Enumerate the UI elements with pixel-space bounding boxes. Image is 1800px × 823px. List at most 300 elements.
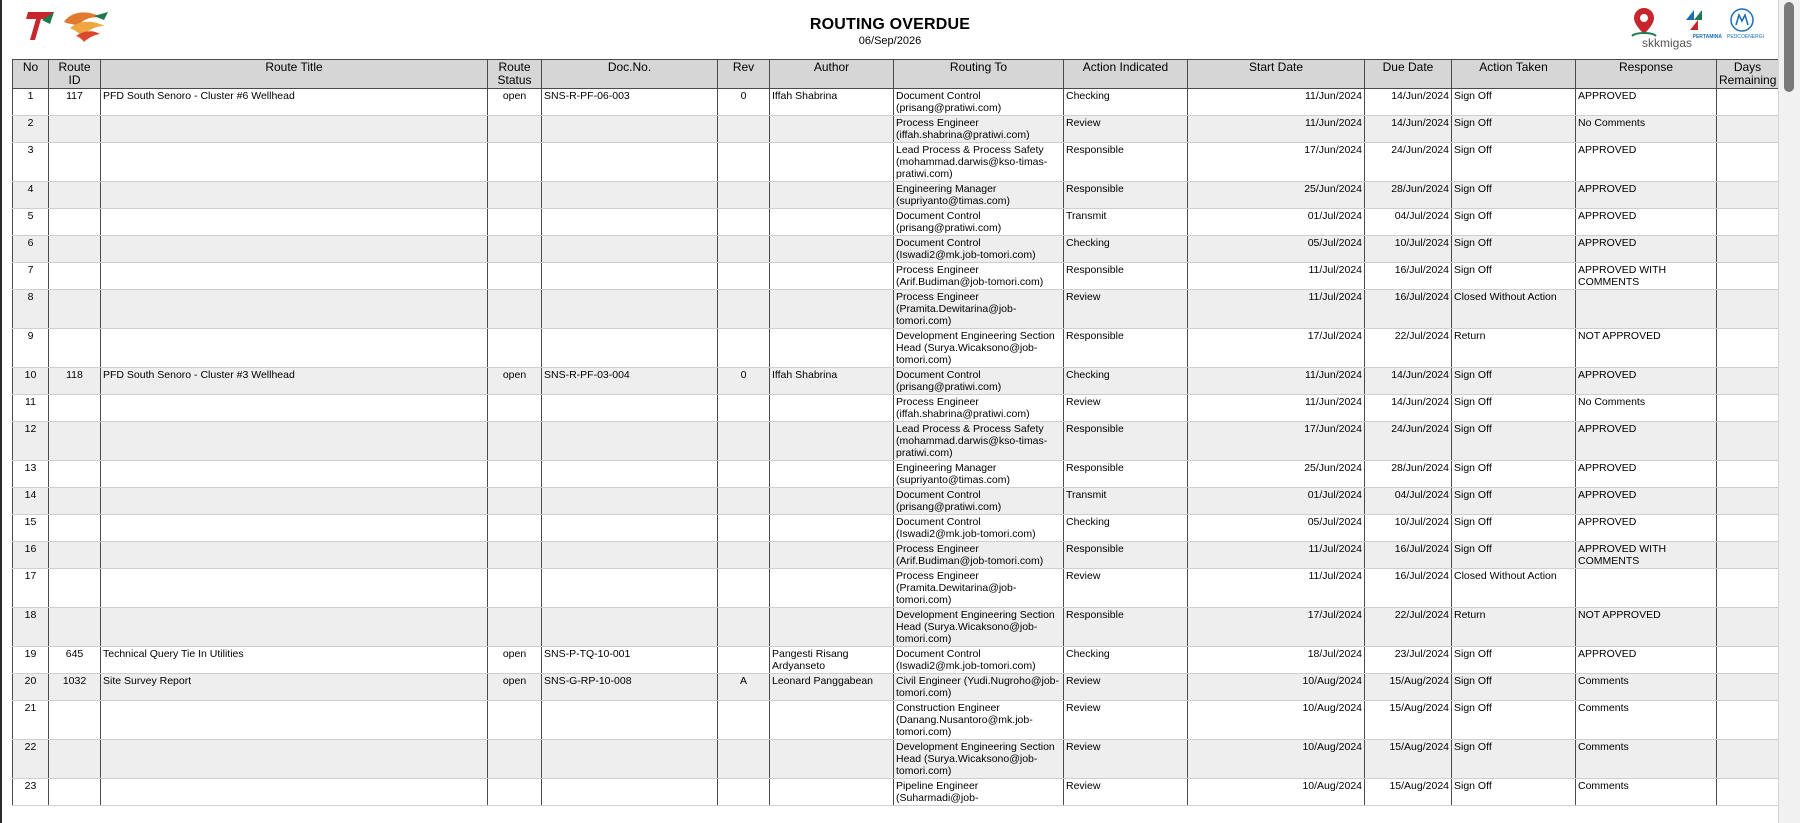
cell-days-remaining <box>1717 116 1779 143</box>
cell-routing-to: Process Engineer (iffah.shabrina@pratiwi.com) <box>894 395 1064 422</box>
cell-days-remaining <box>1717 779 1779 806</box>
col-header-route-title: Route Title <box>101 60 488 89</box>
cell-route-status <box>488 236 542 263</box>
cell-rev <box>718 395 770 422</box>
cell-action-taken: Sign Off <box>1452 542 1576 569</box>
cell-no: 1 <box>13 89 49 116</box>
cell-action-indicated: Checking <box>1064 368 1188 395</box>
cell-author <box>770 182 894 209</box>
cell-route-id <box>49 488 101 515</box>
cell-author <box>770 116 894 143</box>
cell-action-indicated: Review <box>1064 779 1188 806</box>
cell-routing-to: Document Control (prisang@pratiwi.com) <box>894 209 1064 236</box>
cell-doc-no <box>542 515 718 542</box>
cell-routing-to: Document Control (Iswadi2@mk.job-tomori.com) <box>894 236 1064 263</box>
cell-route-status <box>488 779 542 806</box>
cell-response: No Comments <box>1576 395 1717 422</box>
cell-action-taken: Sign Off <box>1452 488 1576 515</box>
cell-route-status <box>488 608 542 647</box>
cell-author <box>770 779 894 806</box>
cell-route-title <box>101 395 488 422</box>
cell-no: 22 <box>13 740 49 779</box>
cell-author <box>770 515 894 542</box>
cell-start-date: 11/Jun/2024 <box>1188 368 1365 395</box>
cell-author: Iffah Shabrina <box>770 89 894 116</box>
cell-route-title: PFD South Senoro - Cluster #3 Wellhead <box>101 368 488 395</box>
cell-route-id <box>49 209 101 236</box>
cell-no: 2 <box>13 116 49 143</box>
cell-start-date: 11/Jun/2024 <box>1188 395 1365 422</box>
cell-route-title: Site Survey Report <box>101 674 488 701</box>
cell-route-title <box>101 461 488 488</box>
cell-response: APPROVED <box>1576 143 1717 182</box>
cell-days-remaining <box>1717 263 1779 290</box>
cell-response: Comments <box>1576 674 1717 701</box>
cell-rev <box>718 143 770 182</box>
report-date: 06/Sep/2026 <box>858 35 922 47</box>
cell-due-date: 14/Jun/2024 <box>1365 89 1452 116</box>
cell-route-title <box>101 608 488 647</box>
cell-action-indicated: Responsible <box>1064 542 1188 569</box>
cell-days-remaining <box>1717 608 1779 647</box>
cell-doc-no <box>542 779 718 806</box>
cell-response: NOT APPROVED <box>1576 608 1717 647</box>
cell-due-date: 16/Jul/2024 <box>1365 542 1452 569</box>
cell-due-date: 16/Jul/2024 <box>1365 569 1452 608</box>
cell-action-taken: Sign Off <box>1452 422 1576 461</box>
cell-route-id <box>49 143 101 182</box>
cell-routing-to: Civil Engineer (Yudi.Nugroho@job-tomori.com) <box>894 674 1064 701</box>
cell-route-status <box>488 143 542 182</box>
cell-doc-no <box>542 395 718 422</box>
cell-route-id <box>49 779 101 806</box>
cell-action-taken: Sign Off <box>1452 143 1576 182</box>
cell-route-id <box>49 608 101 647</box>
cell-routing-to: Development Engineering Section Head (Surya.Wicaksono@job-tomori.com) <box>894 608 1064 647</box>
report-title: ROUTING OVERDUE <box>809 16 971 33</box>
cell-routing-to: Engineering Manager (supriyanto@timas.com) <box>894 461 1064 488</box>
cell-start-date: 17/Jun/2024 <box>1188 143 1365 182</box>
cell-response: APPROVED <box>1576 515 1717 542</box>
cell-route-status <box>488 701 542 740</box>
cell-rev <box>718 236 770 263</box>
cell-response: APPROVED <box>1576 89 1717 116</box>
table-row[interactable] <box>13 608 1779 647</box>
col-header-response: Response <box>1576 60 1717 89</box>
cell-days-remaining <box>1717 542 1779 569</box>
cell-start-date: 18/Jul/2024 <box>1188 647 1365 674</box>
table-row[interactable] <box>13 740 1779 779</box>
cell-start-date: 01/Jul/2024 <box>1188 209 1365 236</box>
cell-doc-no: SNS-P-TQ-10-001 <box>542 647 718 674</box>
cell-route-status <box>488 116 542 143</box>
cell-action-taken: Sign Off <box>1452 116 1576 143</box>
table-row[interactable] <box>13 329 1779 368</box>
table-row[interactable] <box>13 461 1779 488</box>
cell-response: Comments <box>1576 701 1717 740</box>
cell-no: 18 <box>13 608 49 647</box>
table-row[interactable] <box>13 116 1779 143</box>
cell-action-taken: Sign Off <box>1452 368 1576 395</box>
cell-rev <box>718 209 770 236</box>
cell-routing-to: Development Engineering Section Head (Surya.Wicaksono@job-tomori.com) <box>894 329 1064 368</box>
cell-start-date: 11/Jul/2024 <box>1188 290 1365 329</box>
cell-response <box>1576 569 1717 608</box>
cell-action-indicated: Checking <box>1064 89 1188 116</box>
cell-response: APPROVED <box>1576 422 1717 461</box>
cell-response: Comments <box>1576 779 1717 806</box>
col-header-author: Author <box>770 60 894 89</box>
cell-routing-to: Process Engineer (Arif.Budiman@job-tomori.com) <box>894 263 1064 290</box>
cell-route-status: open <box>488 89 542 116</box>
cell-days-remaining <box>1717 182 1779 209</box>
cell-action-taken: Sign Off <box>1452 395 1576 422</box>
cell-route-status <box>488 290 542 329</box>
cell-due-date: 16/Jul/2024 <box>1365 263 1452 290</box>
cell-author: Pangesti Risang Ardyanseto <box>770 647 894 674</box>
report-header <box>2 0 1778 58</box>
cell-route-title <box>101 209 488 236</box>
cell-author <box>770 569 894 608</box>
cell-author <box>770 236 894 263</box>
vertical-scrollbar[interactable] <box>1778 0 1800 823</box>
cell-days-remaining <box>1717 674 1779 701</box>
cell-route-title <box>101 515 488 542</box>
cell-rev <box>718 647 770 674</box>
cell-route-id <box>49 542 101 569</box>
cell-response: APPROVED <box>1576 236 1717 263</box>
pedco-wordmark: PEDCOENERGI <box>1727 34 1764 40</box>
cell-route-title <box>101 542 488 569</box>
cell-route-title <box>101 236 488 263</box>
cell-start-date: 10/Aug/2024 <box>1188 701 1365 740</box>
cell-days-remaining <box>1717 329 1779 368</box>
cell-rev <box>718 569 770 608</box>
col-header-due-date: Due Date <box>1365 60 1452 89</box>
cell-action-taken: Sign Off <box>1452 182 1576 209</box>
cell-author: Iffah Shabrina <box>770 368 894 395</box>
cell-author <box>770 263 894 290</box>
cell-due-date: 15/Aug/2024 <box>1365 674 1452 701</box>
table-body <box>13 89 1779 806</box>
cell-response: NOT APPROVED <box>1576 329 1717 368</box>
cell-route-title <box>101 701 488 740</box>
cell-action-taken: Sign Off <box>1452 263 1576 290</box>
cell-due-date: 14/Jun/2024 <box>1365 116 1452 143</box>
cell-days-remaining <box>1717 368 1779 395</box>
table-row[interactable] <box>13 89 1779 116</box>
cell-rev <box>718 701 770 740</box>
cell-route-id: 645 <box>49 647 101 674</box>
table-row[interactable] <box>13 515 1779 542</box>
cell-route-title: PFD South Senoro - Cluster #6 Wellhead <box>101 89 488 116</box>
cell-author <box>770 740 894 779</box>
cell-action-taken: Closed Without Action <box>1452 569 1576 608</box>
cell-response: APPROVED <box>1576 209 1717 236</box>
cell-route-title <box>101 569 488 608</box>
cell-route-status <box>488 422 542 461</box>
cell-author <box>770 422 894 461</box>
cell-doc-no <box>542 701 718 740</box>
cell-response: APPROVED <box>1576 182 1717 209</box>
cell-days-remaining <box>1717 290 1779 329</box>
cell-response: No Comments <box>1576 116 1717 143</box>
cell-rev <box>718 182 770 209</box>
cell-rev <box>718 740 770 779</box>
cell-due-date: 24/Jun/2024 <box>1365 422 1452 461</box>
cell-due-date: 24/Jun/2024 <box>1365 143 1452 182</box>
cell-routing-to: Document Control (prisang@pratiwi.com) <box>894 89 1064 116</box>
cell-route-status <box>488 515 542 542</box>
cell-route-status <box>488 182 542 209</box>
cell-route-status: open <box>488 368 542 395</box>
cell-rev <box>718 116 770 143</box>
cell-doc-no <box>542 209 718 236</box>
cell-route-id: 118 <box>49 368 101 395</box>
cell-no: 12 <box>13 422 49 461</box>
cell-routing-to: Development Engineering Section Head (Surya.Wicaksono@job-tomori.com) <box>894 740 1064 779</box>
cell-action-taken: Return <box>1452 608 1576 647</box>
cell-action-indicated: Checking <box>1064 236 1188 263</box>
scrollbar-thumb[interactable] <box>1784 2 1794 92</box>
cell-days-remaining <box>1717 422 1779 461</box>
cell-routing-to: Process Engineer (Pramita.Dewitarina@job-tomori.com) <box>894 569 1064 608</box>
cell-author <box>770 209 894 236</box>
cell-action-indicated: Responsible <box>1064 608 1188 647</box>
cell-doc-no <box>542 422 718 461</box>
cell-no: 17 <box>13 569 49 608</box>
cell-route-id <box>49 701 101 740</box>
cell-rev <box>718 488 770 515</box>
cell-rev <box>718 422 770 461</box>
cell-response: APPROVED WITH COMMENTS <box>1576 542 1717 569</box>
cell-start-date: 17/Jun/2024 <box>1188 422 1365 461</box>
col-header-days-remaining: Days Remaining <box>1717 60 1779 89</box>
table-row[interactable] <box>13 542 1779 569</box>
cell-doc-no: SNS-R-PF-06-003 <box>542 89 718 116</box>
col-header-doc-no: Doc.No. <box>542 60 718 89</box>
cell-route-id <box>49 236 101 263</box>
cell-action-indicated: Responsible <box>1064 329 1188 368</box>
cell-route-id <box>49 290 101 329</box>
cell-route-id <box>49 569 101 608</box>
cell-no: 14 <box>13 488 49 515</box>
cell-author <box>770 488 894 515</box>
cell-doc-no: SNS-R-PF-03-004 <box>542 368 718 395</box>
cell-doc-no <box>542 236 718 263</box>
cell-route-title <box>101 290 488 329</box>
cell-start-date: 10/Aug/2024 <box>1188 740 1365 779</box>
cell-doc-no <box>542 116 718 143</box>
cell-doc-no <box>542 569 718 608</box>
cell-action-indicated: Review <box>1064 569 1188 608</box>
cell-author <box>770 701 894 740</box>
skkmigas-wordmark: skkmigas <box>1641 36 1692 50</box>
cell-action-taken: Sign Off <box>1452 89 1576 116</box>
cell-route-status <box>488 740 542 779</box>
table-row[interactable] <box>13 701 1779 740</box>
cell-due-date: 15/Aug/2024 <box>1365 701 1452 740</box>
cell-route-title <box>101 143 488 182</box>
cell-days-remaining <box>1717 569 1779 608</box>
cell-start-date: 10/Aug/2024 <box>1188 779 1365 806</box>
cell-start-date: 01/Jul/2024 <box>1188 488 1365 515</box>
cell-doc-no <box>542 329 718 368</box>
cell-days-remaining <box>1717 89 1779 116</box>
cell-author <box>770 608 894 647</box>
cell-route-id <box>49 422 101 461</box>
cell-route-title <box>101 182 488 209</box>
cell-route-id <box>49 461 101 488</box>
cell-due-date: 28/Jun/2024 <box>1365 461 1452 488</box>
table-row[interactable] <box>13 290 1779 329</box>
cell-action-indicated: Review <box>1064 740 1188 779</box>
cell-no: 5 <box>13 209 49 236</box>
cell-start-date: 11/Jun/2024 <box>1188 116 1365 143</box>
cell-days-remaining <box>1717 701 1779 740</box>
cell-start-date: 05/Jul/2024 <box>1188 515 1365 542</box>
cell-doc-no: SNS-G-RP-10-008 <box>542 674 718 701</box>
table-row[interactable] <box>13 368 1779 395</box>
cell-due-date: 23/Jul/2024 <box>1365 647 1452 674</box>
col-header-no: No <box>13 60 49 89</box>
cell-action-indicated: Responsible <box>1064 182 1188 209</box>
cell-action-indicated: Review <box>1064 116 1188 143</box>
table-row[interactable] <box>13 569 1779 608</box>
cell-action-taken: Sign Off <box>1452 209 1576 236</box>
cell-route-status <box>488 542 542 569</box>
cell-author <box>770 290 894 329</box>
cell-action-taken: Sign Off <box>1452 515 1576 542</box>
table-row[interactable] <box>13 422 1779 461</box>
table-row[interactable] <box>13 182 1779 209</box>
cell-action-indicated: Review <box>1064 395 1188 422</box>
table-row[interactable] <box>13 674 1779 701</box>
cell-response: APPROVED <box>1576 647 1717 674</box>
cell-route-title <box>101 422 488 461</box>
table-row[interactable] <box>13 143 1779 182</box>
table-row[interactable] <box>13 488 1779 515</box>
col-header-start-date: Start Date <box>1188 60 1365 89</box>
cell-route-id <box>49 116 101 143</box>
cell-rev <box>718 329 770 368</box>
cell-action-indicated: Checking <box>1064 647 1188 674</box>
cell-action-indicated: Checking <box>1064 515 1188 542</box>
cell-no: 16 <box>13 542 49 569</box>
cell-response: APPROVED <box>1576 368 1717 395</box>
cell-route-title <box>101 329 488 368</box>
cell-due-date: 22/Jul/2024 <box>1365 329 1452 368</box>
table-row[interactable] <box>13 395 1779 422</box>
cell-route-status <box>488 263 542 290</box>
cell-routing-to: Pipeline Engineer (Suharmadi@job- <box>894 779 1064 806</box>
cell-days-remaining <box>1717 488 1779 515</box>
cell-rev <box>718 461 770 488</box>
cell-routing-to: Document Control (prisang@pratiwi.com) <box>894 368 1064 395</box>
cell-start-date: 11/Jul/2024 <box>1188 263 1365 290</box>
cell-route-id <box>49 329 101 368</box>
cell-routing-to: Document Control (Iswadi2@mk.job-tomori.com) <box>894 515 1064 542</box>
cell-no: 20 <box>13 674 49 701</box>
cell-route-id: 1032 <box>49 674 101 701</box>
cell-action-taken: Sign Off <box>1452 701 1576 740</box>
cell-days-remaining <box>1717 515 1779 542</box>
cell-action-indicated: Responsible <box>1064 422 1188 461</box>
table-row[interactable] <box>13 647 1779 674</box>
pertamina-wordmark: PERTAMINA <box>1692 34 1722 40</box>
col-header-route-id: Route ID <box>49 60 101 89</box>
cell-action-indicated: Responsible <box>1064 461 1188 488</box>
cell-response: APPROVED WITH COMMENTS <box>1576 263 1717 290</box>
table-row[interactable] <box>13 263 1779 290</box>
cell-response: APPROVED <box>1576 461 1717 488</box>
cell-action-taken: Sign Off <box>1452 674 1576 701</box>
cell-due-date: 14/Jun/2024 <box>1365 395 1452 422</box>
cell-action-indicated: Transmit <box>1064 488 1188 515</box>
col-header-action-taken: Action Taken <box>1452 60 1576 89</box>
cell-route-status <box>488 209 542 236</box>
table-row[interactable] <box>13 209 1779 236</box>
cell-route-title <box>101 116 488 143</box>
cell-days-remaining <box>1717 395 1779 422</box>
cell-routing-to: Lead Process & Process Safety (mohammad.darwis@kso-timas-pratiwi.com) <box>894 143 1064 182</box>
cell-routing-to: Document Control (Iswadi2@mk.job-tomori.com) <box>894 647 1064 674</box>
cell-no: 7 <box>13 263 49 290</box>
cell-doc-no <box>542 608 718 647</box>
cell-doc-no <box>542 740 718 779</box>
cell-days-remaining <box>1717 647 1779 674</box>
cell-response <box>1576 290 1717 329</box>
cell-rev: 0 <box>718 368 770 395</box>
cell-response: Comments <box>1576 740 1717 779</box>
cell-days-remaining <box>1717 143 1779 182</box>
cell-action-indicated: Transmit <box>1064 209 1188 236</box>
cell-no: 23 <box>13 779 49 806</box>
cell-no: 21 <box>13 701 49 740</box>
cell-due-date: 10/Jul/2024 <box>1365 515 1452 542</box>
cell-due-date: 15/Aug/2024 <box>1365 779 1452 806</box>
cell-no: 13 <box>13 461 49 488</box>
cell-start-date: 25/Jun/2024 <box>1188 182 1365 209</box>
cell-rev <box>718 542 770 569</box>
title-block <box>2 16 1778 47</box>
cell-start-date: 11/Jul/2024 <box>1188 569 1365 608</box>
cell-action-indicated: Review <box>1064 290 1188 329</box>
cell-route-status <box>488 569 542 608</box>
cell-due-date: 04/Jul/2024 <box>1365 209 1452 236</box>
cell-author <box>770 395 894 422</box>
cell-doc-no <box>542 461 718 488</box>
cell-author: Leonard Panggabean <box>770 674 894 701</box>
cell-route-status: open <box>488 674 542 701</box>
col-header-rev: Rev <box>718 60 770 89</box>
cell-action-taken: Sign Off <box>1452 779 1576 806</box>
cell-routing-to: Lead Process & Process Safety (mohammad.darwis@kso-timas-pratiwi.com) <box>894 422 1064 461</box>
cell-rev <box>718 290 770 329</box>
table-row[interactable] <box>13 779 1779 806</box>
cell-days-remaining <box>1717 740 1779 779</box>
cell-action-indicated: Review <box>1064 701 1188 740</box>
table-row[interactable] <box>13 236 1779 263</box>
cell-due-date: 10/Jul/2024 <box>1365 236 1452 263</box>
cell-action-indicated: Responsible <box>1064 143 1188 182</box>
cell-route-status <box>488 461 542 488</box>
cell-action-indicated: Review <box>1064 674 1188 701</box>
cell-action-taken: Sign Off <box>1452 236 1576 263</box>
cell-routing-to: Construction Engineer (Danang.Nusantoro@mk.job-tomori.com) <box>894 701 1064 740</box>
cell-doc-no <box>542 182 718 209</box>
cell-route-title: Technical Query Tie In Utilities <box>101 647 488 674</box>
